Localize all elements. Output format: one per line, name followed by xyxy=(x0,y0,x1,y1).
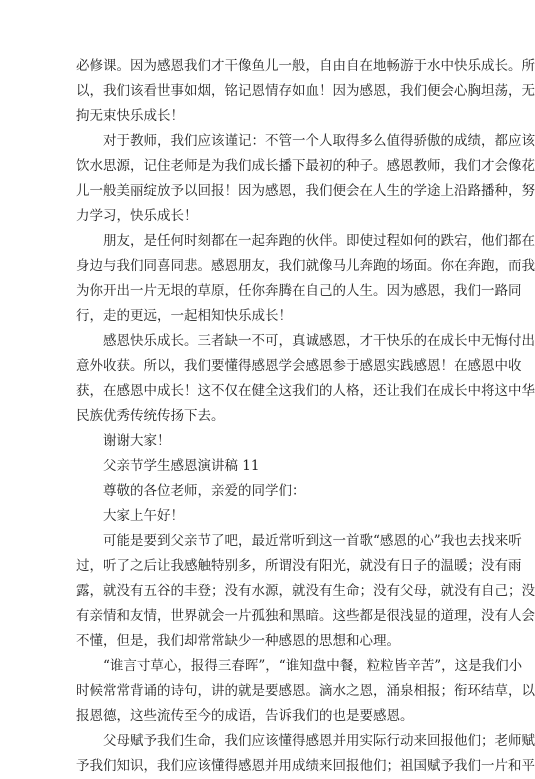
text-line-4: 对于教师，我们应该谨记：不管一个人取得多么值得骄傲的成绩，都应该 xyxy=(103,133,535,149)
closing-line: 谢谢大家！ xyxy=(103,433,171,449)
text-line-20: 可能是要到父亲节了吧，最近常听到这一首歌“感恩的心”我也去找来听 xyxy=(103,533,522,549)
text-line-6: 儿一般美丽绽放予以回报！因为感恩，我们便会在人生的学途上沿路播种，努 xyxy=(76,183,535,199)
text-line-5: 饮水思源，记住老师是为我们成长播下最初的种子。感恩教师，我们才会像花 xyxy=(76,158,535,174)
greeting-line: 大家上午好！ xyxy=(103,508,184,524)
salutation-line: 尊敬的各位老师，亲爱的同学们： xyxy=(103,483,306,499)
text-line-9: 身边与我们同喜同悲。感恩朋友，我们就像马儿奔跑的场面。你在奔跑，而我 xyxy=(76,258,535,274)
text-line-2: 以，我们该看世事如烟，铭记恩情存如血！因为感恩，我们便会心胸坦荡，无 xyxy=(76,83,535,99)
text-line-25: “谁言寸草心，报得三春晖”，“谁知盘中餐，粒粒皆辛苦”，这是我们小 xyxy=(103,658,523,674)
text-line-22: 露，就没有五谷的丰登；没有水源，就没有生命；没有父母，就没有自己；没 xyxy=(76,583,535,599)
text-line-28: 父母赋予我们生命，我们应该懂得感恩并用实际行动来回报他们；老师赋 xyxy=(103,733,535,749)
text-line-12: 感恩快乐成长。三者缺一不可，真诚感恩，才干快乐的在成长中无悔付出 xyxy=(103,333,535,349)
text-line-29: 予我们知识，我们应该懂得感恩并用成绩来回报他们；祖国赋予我们一片和平 xyxy=(76,758,535,774)
text-line-7: 力学习，快乐成长！ xyxy=(76,208,198,224)
text-line-1: 必修课。因为感恩我们才干像鱼儿一般，自由自在地畅游于水中快乐成长。所 xyxy=(76,58,535,74)
text-line-13: 意外收获。所以，我们要懂得感恩学会感恩参于感恩实践感恩！在感恩中收 xyxy=(76,358,522,374)
text-line-21: 过，听了之后让我感触特别多，所谓没有阳光，就没有日子的温暖；没有雨 xyxy=(76,558,522,574)
text-line-3: 拘无束快乐成长！ xyxy=(76,108,184,124)
section-title: 父亲节学生感恩演讲稿 11 xyxy=(103,458,260,474)
text-line-8: 朋友，是任何时刻都在一起奔跑的伙伴。即使过程如何的跌宕，他们都在 xyxy=(103,233,535,249)
text-line-27: 报恩德，这些流传至今的成语，告诉我们的也是要感恩。 xyxy=(76,708,414,724)
text-line-24: 不懂，但是，我们却常常缺少一种感恩的思想和心理。 xyxy=(76,633,400,649)
text-line-23: 有亲情和友情，世界就会一片孤独和黑暗。这些都是很浅显的道理，没有人会 xyxy=(76,608,535,624)
text-line-15: 民族优秀传统传扬下去。 xyxy=(76,408,225,424)
text-line-14: 获，在感恩中成长！这不仅在健全这我们的人格，还让我们在成长中将这中华 xyxy=(76,383,535,399)
text-line-26: 时候常常背诵的诗句，讲的就是要感恩。滴水之恩，涌泉相报；衔环结草，以 xyxy=(76,683,535,699)
text-line-11: 行，走的更远，一起相知快乐成长！ xyxy=(76,308,292,324)
text-line-10: 为你开出一片无垠的草原，任你奔腾在自己的人生。因为感恩，我们一路同 xyxy=(76,283,522,299)
